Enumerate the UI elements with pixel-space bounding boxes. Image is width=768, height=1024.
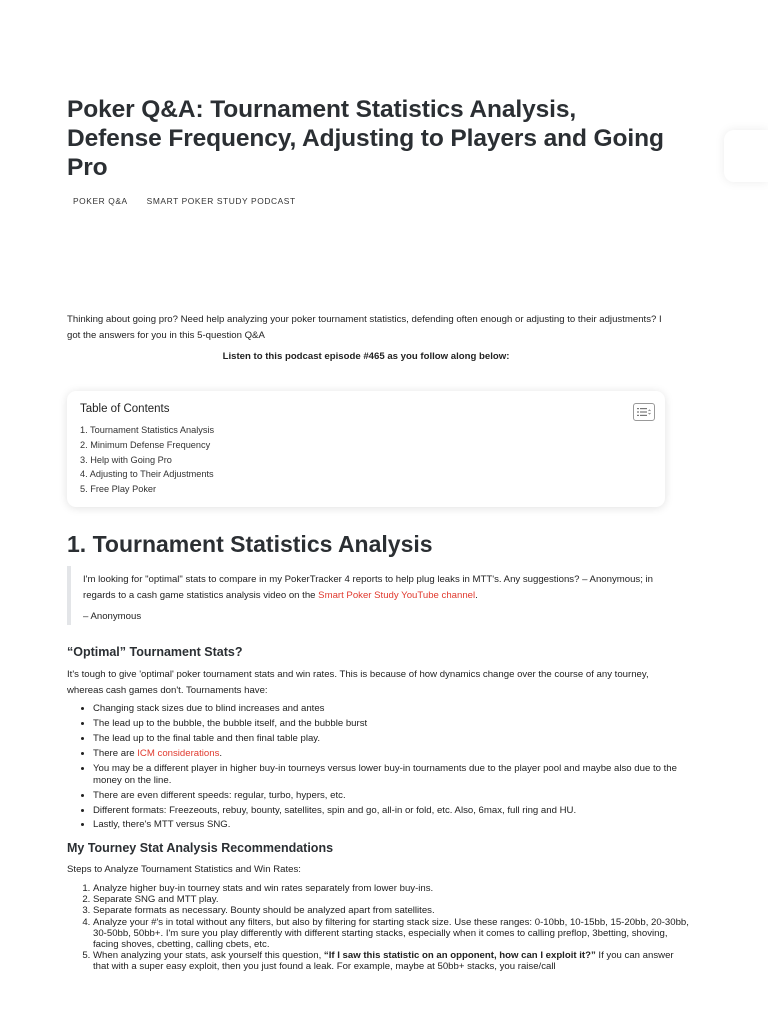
toc-title: Table of Contents <box>80 403 170 415</box>
analysis-steps-list <box>67 883 691 973</box>
step5-suffix: If you can answer that with a super easy exploit, then you just found a leak. For example, maybe at 50bb+ stacks, you raise/call <box>93 950 674 973</box>
toc-list <box>80 423 652 497</box>
category-list <box>73 196 312 206</box>
icm-considerations-link[interactable]: ICM considerations <box>137 747 220 759</box>
toc-item-2[interactable]: 2. Minimum Defense Frequency <box>80 439 211 450</box>
table-of-contents <box>67 391 665 507</box>
step5-bold-question: “If I saw this statistic on an opponent, how can I exploit it?” <box>323 950 596 962</box>
subheading-optimal-stats: “Optimal” Tournament Stats? <box>67 645 243 659</box>
quote-end: . <box>475 589 478 601</box>
toc-toggle-button[interactable] <box>633 403 655 421</box>
list-item: • You may be a different player in higher buy-in tourneys versus lower buy-in tournaments due to the player pool and maybe also due to the money on the line. <box>93 763 691 786</box>
icm-suffix: . <box>219 747 223 759</box>
paragraph-steps-intro: Steps to Analyze Tournament Statistics and Win Rates: <box>67 864 301 875</box>
intro-paragraph: Thinking about going pro? Need help analyzing your poker tournament statistics, defending often enough or adjusting to their adjustments? I got the answers for you in this 5-question Q&A <box>67 314 662 341</box>
list-item: • Changing stack sizes due to blind increases and antes <box>93 703 691 715</box>
listen-callout: Listen to this podcast episode #465 as you follow along below: <box>222 351 510 362</box>
reader-question-blockquote <box>67 566 665 625</box>
list-item <box>93 748 691 760</box>
quote-body: I'm looking for "optimal" stats to compare in my PokerTracker 4 reports to help plug leaks in MTT's. Any suggestions? – Anonymous; in regards to a cash game statistics analysis video on the <box>83 574 654 601</box>
list-toggle-icon <box>637 407 651 417</box>
toc-item-1[interactable]: 1. Tournament Statistics Analysis <box>80 425 215 435</box>
page-title: Poker Q&A: Tournament Statistics Analysis, Defense Frequency, Adjusting to Players and Going Pro <box>67 96 664 181</box>
category-link-poker-qa[interactable]: POKER Q&A <box>73 196 128 206</box>
list-item: 3. Separate formats as necessary. Bounty should be analyzed apart from satellites. <box>93 905 691 916</box>
icm-prefix: There are <box>93 747 138 759</box>
toc-item-5[interactable]: 5. Free Play Poker <box>80 484 157 495</box>
youtube-channel-link[interactable]: Smart Poker Study YouTube channel <box>318 589 476 601</box>
toc-item-3[interactable]: 3. Help with Going Pro <box>80 454 172 465</box>
tournament-factors-list <box>67 703 691 834</box>
category-link-podcast[interactable]: SMART POKER STUDY PODCAST <box>146 196 296 206</box>
step5-prefix: When analyzing your stats, ask yourself this question, <box>93 950 324 962</box>
list-item: • The lead up to the bubble, the bubble itself, and the bubble burst <box>93 718 691 730</box>
subheading-recommendations: My Tourney Stat Analysis Recommendations <box>67 841 334 855</box>
list-item: 4. Analyze your #'s in total without any filters, but also by filtering for starting stack size. Use these ranges: 0-10bb, 10-15bb, 15-20bb, 20-30bb, 30-50bb, 50bb+. I'm sure you play differently with different starting stacks, especially when it comes to calling preflop, 3betting, shoving, facing shoves, cbetting, calling cbets, etc. <box>93 917 691 951</box>
list-item: • Different formats: Freezeouts, rebuy, bounty, satellites, spin and go, all-in or fold, etc. Also, 6max, full ring and HU. <box>93 805 691 817</box>
list-item: • There are even different speeds: regular, turbo, hypers, etc. <box>93 790 691 802</box>
quote-author: – Anonymous <box>83 611 142 623</box>
paragraph-tournament-dynamics: It's tough to give 'optimal' poker tournament stats and win rates. This is because of how dynamics change over the course of any tourney, whereas cash games don't. Tournaments have: <box>67 669 649 696</box>
list-item: • Lastly, there's MTT versus SNG. <box>93 819 691 831</box>
section-heading-tournament-stats: 1. Tournament Statistics Analysis <box>67 531 433 557</box>
list-item: 2. Separate SNG and MTT play. <box>93 894 691 905</box>
side-widget-tab[interactable] <box>724 130 768 182</box>
quote-text <box>83 572 665 603</box>
toc-item-4[interactable]: 4. Adjusting to Their Adjustments <box>80 469 214 480</box>
list-item: • The lead up to the final table and then final table play. <box>93 733 691 745</box>
list-item <box>93 950 691 972</box>
list-item: 1. Analyze higher buy-in tourney stats and win rates separately from lower buy-ins. <box>93 883 691 894</box>
